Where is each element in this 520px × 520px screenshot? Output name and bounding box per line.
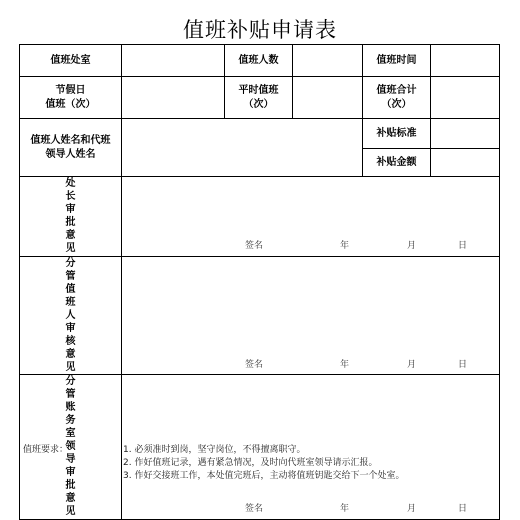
requirement-item: 1. 必须准时到岗，坚守岗位，不得擅离职守。 [123,445,306,455]
names-label-line1: 值班人姓名和代班 [30,135,111,146]
director-opinion-field[interactable] [122,177,500,257]
dept-label: 值班处室 [20,45,122,77]
weekday-label-line2: （次） [243,98,274,110]
total-value-field[interactable] [431,77,500,119]
names-value-field[interactable] [122,119,363,177]
standard-label: 补贴标准 [363,119,431,149]
duty-review-label [20,256,122,375]
day-label: 日 [458,504,468,515]
holiday-label-line1: 节假日 [55,85,86,96]
weekday-value-field[interactable] [293,77,363,119]
year-label: 年 [340,504,350,515]
day-label: 日 [458,241,468,252]
signature-label: 签名 [245,241,264,252]
year-label: 年 [340,359,350,370]
dept-value-field[interactable] [122,45,225,77]
year-label: 年 [340,241,350,252]
finance-approval-text: 分管账务室领导审批意见 [65,376,76,517]
requirements-label: 值班要求： [23,445,69,455]
total-label-line2: （次） [381,98,412,110]
requirement-item: 2. 作好值班记录，遇有紧急情况，及时向代班室领导请示汇报。 [123,458,378,468]
total-label [363,77,431,119]
holiday-label [20,77,122,119]
director-opinion-label [20,177,122,257]
count-label: 值班人数 [225,45,293,77]
day-label: 日 [458,359,468,370]
amount-label: 补贴金额 [363,149,431,177]
requirements-list [123,442,404,481]
month-label: 月 [407,359,417,370]
requirement-item: 3. 作好交接班工作，本处值完班后，主动将值班钥匙交给下一个处室。 [123,471,405,481]
director-opinion-text: 处长审批意见 [65,178,76,254]
month-label: 月 [407,504,417,515]
count-value-field[interactable] [293,45,363,77]
duty-review-field[interactable] [122,256,500,375]
form-title: 值班补贴申请表 [183,18,337,42]
total-label-line1: 值班合计 [376,85,417,96]
weekday-label-line1: 平时值班 [238,85,279,96]
month-label: 月 [407,241,417,252]
amount-value-field[interactable] [431,149,500,177]
names-label-line2: 领导人姓名 [45,148,96,160]
holiday-value-field[interactable] [122,77,225,119]
holiday-label-line2: 值班（次） [45,98,96,110]
signature-label: 签名 [245,359,264,370]
weekday-label [225,77,293,119]
duty-review-text: 分管值班人审核意见 [65,257,76,373]
standard-value-field[interactable] [431,119,500,149]
time-label: 值班时间 [363,45,431,77]
signature-label: 签名 [245,504,264,515]
names-label [20,119,122,177]
time-value-field[interactable] [431,45,500,77]
